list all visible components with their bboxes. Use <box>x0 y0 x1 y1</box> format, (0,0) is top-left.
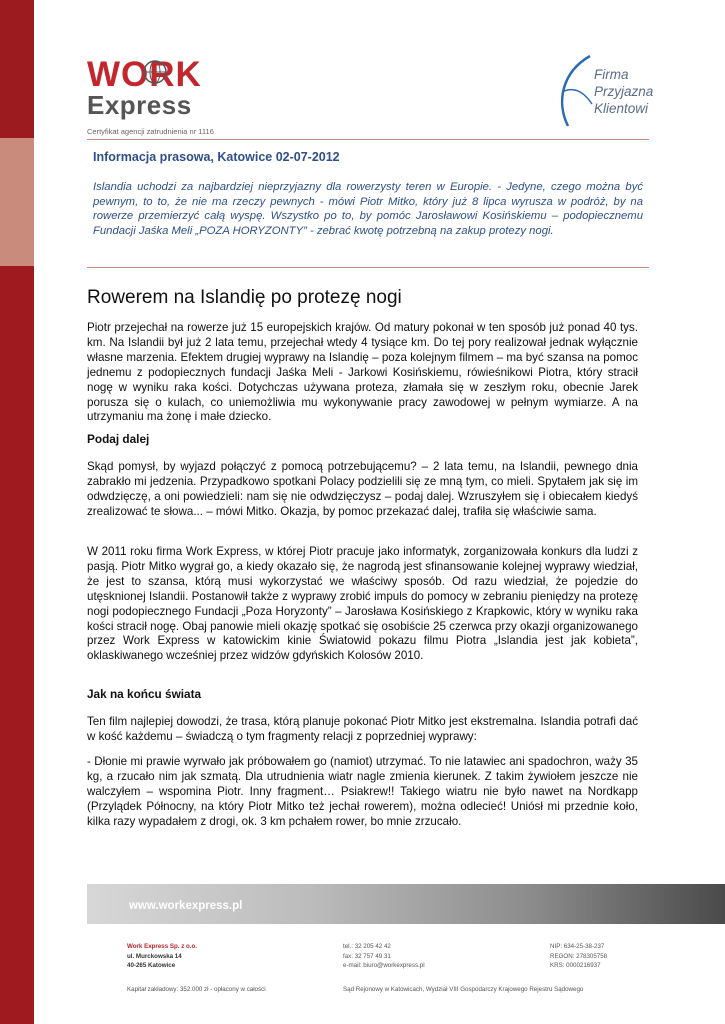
sidebar-band-middle <box>0 138 34 266</box>
sidebar-band-bottom <box>0 266 34 1024</box>
share-capital: Kapitał zakładowy: 352.000 zł - opłacony w całości <box>127 986 266 993</box>
press-release-title: Informacja prasowa, Katowice 02-07-2012 <box>93 150 340 164</box>
company-tel: tel.: 32 205 42 42 <box>343 943 391 950</box>
company-city: 40-265 Katowice <box>127 962 176 970</box>
badge-line-1: Firma <box>594 67 629 82</box>
sidebar-accent <box>0 0 34 1024</box>
company-name: Work Express Sp. z o.o. <box>127 943 198 950</box>
company-fax: fax: 32 757 49 31 <box>343 952 391 960</box>
court-registry: Sąd Rejonowy w Katowicach, Wydział VIII Gospodarczy Krajowego Rejestru Sądowego <box>343 986 584 993</box>
website-link[interactable]: www.workexpress.pl <box>129 900 243 912</box>
footer-registry <box>550 942 607 971</box>
article-paragraph-3: W 2011 roku firma Work Express, w której Piotr pracuje jako informatyk, zorganizowała konkurs dla ludzi z pasją. Piotr Mitko wygrał go, a kiedy okazało się, że nagrodą jest sfinansowanie kolejnej wyprawy wiedział, że jest to szansa, którą musi wykorzystać we właściwy sposób. Od razu wiedział, że pojedzie do utęsknionej Islandii. Postanowił także z wyprawy zrobić impuls do pomocy w zebraniu pieniędzy na protezę nogi podopiecznego Fundacji „Poza Horyzonty” – Jarosława Kosińskiego z Krapkowic, który w wyniku raka kości stracił nogę. Obaj panowie mieli okazję spotkać się osobiście 25 czerwca przy okazji organizowanego przez Work Express w katowickim kinie Światowid pokazu filmu Piotra „Islandia jest jak kobieta”, oklaskiwanego wcześniej przez widzów gdyńskich Kolosów 2010. <box>87 545 638 663</box>
badge-text <box>594 66 653 117</box>
footer-address <box>127 942 197 971</box>
header-divider <box>87 139 649 140</box>
section-heading-podaj-dalej: Podaj dalej <box>87 432 150 446</box>
section-heading-jak-na-koncu-swiata: Jak na końcu świata <box>87 687 202 701</box>
company-krs: KRS: 0000216937 <box>550 962 601 970</box>
company-regon: REGON: 278305758 <box>550 952 608 960</box>
badge-line-3: Klientowi <box>594 101 649 116</box>
footer-contact <box>343 942 425 971</box>
article-paragraph-4: Ten film najlepiej dowodzi, że trasa, którą planuje pokonać Piotr Mitko jest ekstremalna. Islandia potrafi dać w kość każdemu – świadczą o tym fragmenty relacji z poprzedniej wyprawy: <box>87 715 638 743</box>
company-street: ul. Murckowska 14 <box>127 952 182 960</box>
certificate-text: Certyfikat agencji zatrudnienia nr 1116 <box>87 127 214 136</box>
logo-work-text: WORK <box>87 55 202 94</box>
article-paragraph-2: Skąd pomysł, by wyjazd połączyć z pomocą potrzebującemu? – 2 lata temu, na Islandii, pewnego dnia zabrakło mi jedzenia. Przypadkowo spotkani Polacy podzielili się ze mną tym, co mieli. Spytałem jak się im odwdzięczę, a oni powiedzieli: nam się nie odwdzięczysz – podaj dalej. Wzruszyłem się i obiecałem kiedyś zrealizować te słowa... – mówi Mitko. Okazja, by pomoc przekazać dalej, trafiła się właściwie sama. <box>87 460 638 518</box>
globe-icon <box>140 57 170 87</box>
article-paragraph-5: - Dłonie mi prawie wyrwało jak próbowałem go (namiot) utrzymać. To nie latawiec ani spadochron, waży 35 kg, a rzucało nim jak szmatą. Dla utrudnienia wiatr nagle zmienia kierunek. Z takim żywiołem jeszcze nie walczyłem – wspomina Piotr. Inny fragment… Psiakrew!! Takiego wiatru nie było nawet na Nordkapp (Przylądek Północny, na który Piotr Mitko też jechał rowerem), można odlecieć! Uniósł mi przednie koło, kilka razy wypadałem z drogi, ok. 3 km pchałem rower, bo mnie zrzucało. <box>87 755 638 828</box>
company-email[interactable]: e-mail: biuro@workexpress.pl <box>343 962 425 970</box>
article-paragraph-1: Piotr przejechał na rowerze już 15 europejskich krajów. Od matury pokonał w ten sposób już ponad 40 tys. km. Na Islandii był już 2 lata temu, przejechał wtedy 4 tysiące km. Do tej pory realizował jednak wyłącznie własne marzenia. Efektem drugiej wyprawy na Islandię – poza kolejnym filmem – ma być szansa na pomoc jednemu z podopiecznych fundacji Jaśka Meli - Jarkowi Kosińskiemu, rówieśnikowi Piotra, który stracił nogę w wyniku raka kości. Dotychczas używana proteza, złamała się w zeszłym roku, obecnie Jarek porusza się o kulach, co uniemożliwia mu wykonywanie pracy zawodowej w pełnym wymiarze. A na utrzymaniu ma żonę i małe dziecko. <box>87 321 638 424</box>
article-title: Rowerem na Islandię po protezę nogi <box>87 287 402 308</box>
company-nip: NIP: 634-25-38-237 <box>550 943 605 950</box>
lead-divider <box>87 267 649 268</box>
badge-line-2: Przyjazna <box>594 84 654 99</box>
sidebar-band-top <box>0 0 34 138</box>
press-release-lead: Islandia uchodzi za najbardziej nieprzyjazny dla rowerzysty teren w Europie. - Jedyne, czego można być pewnym, to to, że nie ma rzeczy pewnych - mówi Piotr Mitko, który już 8 lipca wyrusza w podróż, by na rowerze przemierzyć całą wyspę. Wszystko po to, by pomóc Jarosławowi Kosińskiemu – podopiecznemu Fundacji Jaśka Meli „POZA HORYZONTY” - zebrać kwotę potrzebną na zakup protezy nogi. <box>93 181 643 238</box>
logo-express-text: Express <box>87 90 192 120</box>
